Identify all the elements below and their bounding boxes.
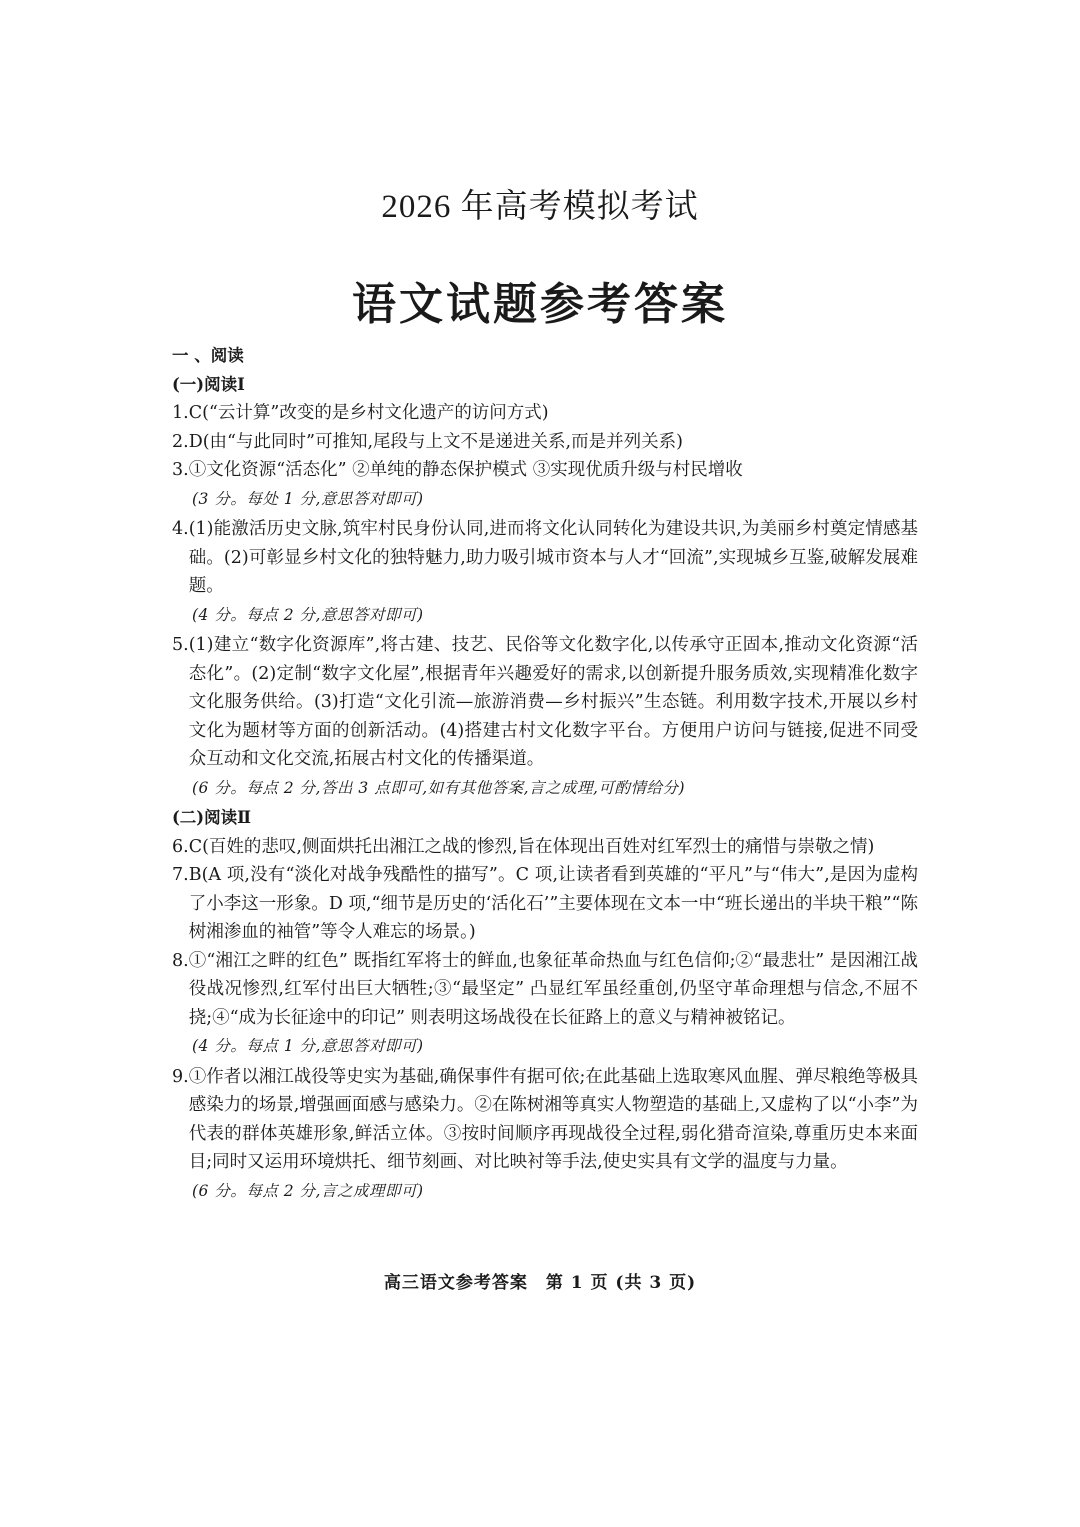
answer-item-9 bbox=[172, 1063, 918, 1177]
section-heading-reading: 一 、阅读 bbox=[172, 346, 244, 365]
answer-text: C(百姓的悲叹,侧面烘托出湘江之战的惨烈,旨在体现出百姓对红军烈士的痛惜与崇敬之情) bbox=[188, 836, 875, 857]
answer-item-8 bbox=[172, 947, 918, 1033]
question-number: 3. bbox=[172, 460, 189, 480]
answer-text: ①作者以湘江战役等史实为基础,确保事件有据可依;在此基础上选取寒风血腥、弹尽粮绝等极具感染力的场景,增强画面感与感染力。②在陈树湘等真实人物塑造的基础上,又虚构了以“小李”为代表的群体英雄形象,鲜活立体。③按时间顺序再现战役全过程,弱化猎奇渲染,尊重历史本来面目;同时又运用环境烘托、细节刻画、对比映衬等手法,使史实具有文学的温度与力量。 bbox=[188, 1066, 918, 1172]
scoring-note-8: (4 分。每点 1 分,意思答对即可) bbox=[192, 1037, 424, 1055]
question-number: 8. bbox=[172, 950, 189, 971]
page-footer: 高三语文参考答案 第 1 页 (共 3 页) bbox=[383, 1273, 697, 1293]
answer-text: (1)能激活历史文脉,筑牢村民身份认同,进而将文化认同转化为建设共识,为美丽乡村奠定情感基础。(2)可彰显乡村文化的独特魅力,助力吸引城市资本与人才“回流”,实现城乡互鉴,破解发展难题。 bbox=[188, 519, 918, 596]
question-number: 4. bbox=[172, 519, 189, 539]
answer-text: C(“云计算”改变的是乡村文化遗产的访问方式) bbox=[188, 403, 549, 423]
question-number: 1. bbox=[172, 403, 189, 423]
answer-item-5 bbox=[172, 631, 918, 774]
scoring-note-3: (3 分。每处 1 分,意思答对即可) bbox=[192, 489, 424, 508]
scoring-note-9: (6 分。每点 2 分,言之成理即可) bbox=[192, 1181, 424, 1200]
question-number: 7. bbox=[172, 865, 189, 885]
question-number: 6. bbox=[172, 836, 189, 857]
answer-item-3 bbox=[172, 456, 918, 485]
answer-item-7 bbox=[172, 861, 918, 947]
subsection-heading-reading-2: (二)阅读Ⅱ bbox=[172, 808, 252, 827]
question-number: 5. bbox=[172, 635, 189, 655]
answer-text: (1)建立“数字化资源库”,将古建、技艺、民俗等文化数字化,以传承守正固本,推动文化资源“活态化”。(2)定制“数字文化屋”,根据青年兴趣爱好的需求,以创新提升服务质效,实现精准化数字文化服务供给。(3)打造“文化引流—旅游消费—乡村振兴”生态链。利用数字技术,开展以乡村文化为题材等方面的创新活动。(4)搭建古村文化数字平台。方便用户访问与链接,促进不同受众互动和文化交流,拓展古村文化的传播渠道。 bbox=[188, 635, 918, 769]
answer-text: B(A 项,没有“淡化对战争残酷性的描写”。C 项,让读者看到英雄的“平凡”与“伟大”,是因为虚构了小李这一形象。D 项,“细节是历史的‘活化石’”主要体现在文本一中“班长递出的半块干粮”“陈树湘渗血的袖管”等令人难忘的场景。) bbox=[188, 865, 918, 942]
subsection-heading-reading-1: (一)阅读Ⅰ bbox=[172, 374, 245, 394]
answer-item-1 bbox=[172, 399, 918, 428]
answer-item-2 bbox=[172, 428, 918, 457]
answer-text: ①文化资源“活态化” ②单纯的静态保护模式 ③实现优质升级与村民增收 bbox=[188, 460, 743, 480]
scoring-note-5: (6 分。每点 2 分,答出 3 点即可,如有其他答案,言之成理,可酌情给分) bbox=[192, 778, 686, 797]
exam-title: 2026 年高考模拟考试 bbox=[381, 189, 699, 225]
answer-text: D(由“与此同时”可推知,尾段与上文不是递进关系,而是并列关系) bbox=[188, 431, 683, 452]
answer-item-6 bbox=[172, 833, 918, 862]
scoring-note-4: (4 分。每点 2 分,意思答对即可) bbox=[192, 605, 424, 624]
answer-item-4 bbox=[172, 515, 918, 601]
answer-content bbox=[172, 342, 918, 1207]
answer-text: ①“湘江之畔的红色” 既指红军将士的鲜血,也象征革命热血与红色信仰;②“最悲壮” 是因湘江战役战况惨烈,红军付出巨大牺牲;③“最坚定” 凸显红军虽经重创,仍坚守革命理想与信念,不屈不挠;④“成为长征途中的印记” 则表明这场战役在长征路上的意义与精神被铭记。 bbox=[188, 950, 918, 1028]
question-number: 2. bbox=[172, 431, 189, 452]
question-number: 9. bbox=[172, 1066, 189, 1087]
answer-title: 语文试题参考答案 bbox=[352, 279, 728, 330]
